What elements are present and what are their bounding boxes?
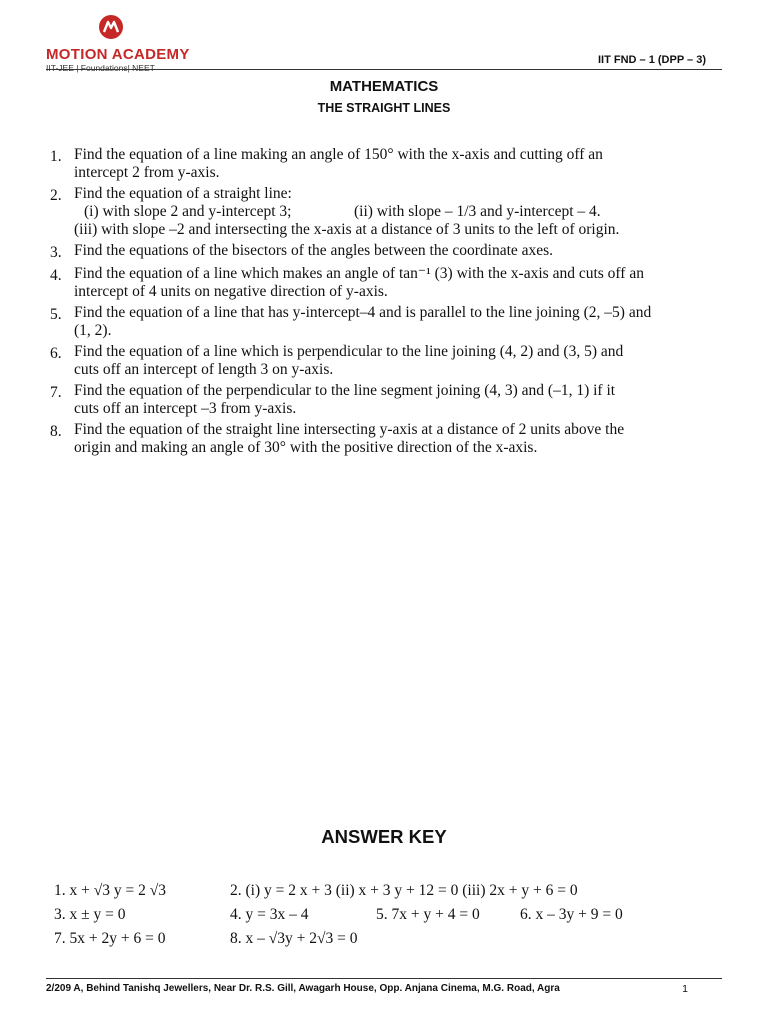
answer: 7. 5x + 2y + 6 = 0 (54, 930, 166, 947)
answer-key-title: ANSWER KEY (321, 826, 447, 847)
sub-question: (ii) with slope – 1/3 and y-intercept – 4. (354, 203, 601, 220)
question-number: 4. (50, 267, 62, 284)
question-text: (1, 2). (74, 322, 112, 339)
footer-divider (46, 978, 722, 979)
answer: 1. x + √3 y = 2 √3 (54, 882, 166, 899)
question-text: cuts off an intercept –3 from y-axis. (74, 400, 297, 417)
answer-row (54, 882, 704, 906)
question-number: 5. (50, 306, 62, 323)
question-text: Find the equation of a line which is perpendicular to the line joining (4, 2) and (3, 5) and (74, 343, 624, 360)
question-text: intercept of 4 units on negative direction of y-axis. (74, 283, 388, 300)
question-text: Find the equations of the bisectors of the angles between the coordinate axes. (74, 242, 554, 259)
sub-question: (iii) with slope –2 and intersecting the x-axis at a distance of 3 units to the left of origin. (74, 221, 620, 238)
question-1 (50, 146, 716, 182)
brand-name: MOTION ACADEMY (46, 46, 190, 63)
subject-title: MATHEMATICS (329, 78, 439, 95)
question-text: Find the equation of a straight line: (74, 185, 292, 202)
question-text: Find the equation of the straight line intersecting y-axis at a distance of 2 units above the (74, 421, 625, 438)
question-number: 2. (50, 187, 62, 204)
footer-address: 2/209 A, Behind Tanishq Jewellers, Near Dr. R.S. Gill, Awagarh House, Opp. Anjana Cinema, M.G. Road, Agra (46, 983, 560, 994)
question-text: Find the equation of a line making an angle of 150° with the x-axis and cutting off an (74, 146, 603, 163)
header-divider (46, 69, 722, 70)
answer: 6. x – 3y + 9 = 0 (520, 906, 623, 923)
question-4 (50, 265, 716, 301)
question-number: 3. (50, 244, 62, 261)
question-text: Find the equation of a line that has y-intercept–4 and is parallel to the line joining (2, –5) and (74, 304, 652, 321)
chapter-title: THE STRAIGHT LINES (317, 101, 451, 115)
question-number: 7. (50, 384, 62, 401)
question-6 (50, 343, 716, 379)
page-number: 1 (682, 983, 688, 995)
sub-question: (i) with slope 2 and y-intercept 3; (84, 203, 292, 220)
brand-tagline: IIT-JEE | Foundations| NEET (46, 63, 155, 73)
answer: 2. (i) y = 2 x + 3 (ii) x + 3 y + 12 = 0 (iii) 2x + y + 6 = 0 (230, 882, 578, 899)
question-2 (50, 185, 716, 239)
answer-key (54, 882, 704, 954)
brand-logo (46, 14, 191, 73)
question-5 (50, 304, 716, 340)
sheet-code: IIT FND – 1 (DPP – 3) (598, 54, 706, 66)
answer: 3. x ± y = 0 (54, 906, 126, 923)
question-text: Find the equation of the perpendicular to the line segment joining (4, 3) and (–1, 1) if it (74, 382, 616, 399)
question-number: 6. (50, 345, 62, 362)
question-8 (50, 421, 716, 457)
question-7 (50, 382, 716, 418)
question-3 (50, 242, 716, 262)
question-text: Find the equation of a line which makes an angle of tan⁻¹ (3) with the x-axis and cuts off an (74, 265, 644, 282)
answer: 8. x – √3y + 2√3 = 0 (230, 930, 358, 947)
answer-row (54, 906, 704, 930)
answer-row (54, 930, 704, 954)
question-list (50, 146, 716, 460)
answer: 4. y = 3x – 4 (230, 906, 309, 923)
question-number: 1. (50, 148, 62, 165)
question-text: intercept 2 from y-axis. (74, 164, 220, 181)
motion-logo-icon (98, 14, 124, 40)
question-text: origin and making an angle of 30° with the positive direction of the x-axis. (74, 439, 538, 456)
question-text: cuts off an intercept of length 3 on y-axis. (74, 361, 334, 378)
question-number: 8. (50, 423, 62, 440)
answer: 5. 7x + y + 4 = 0 (376, 906, 480, 923)
